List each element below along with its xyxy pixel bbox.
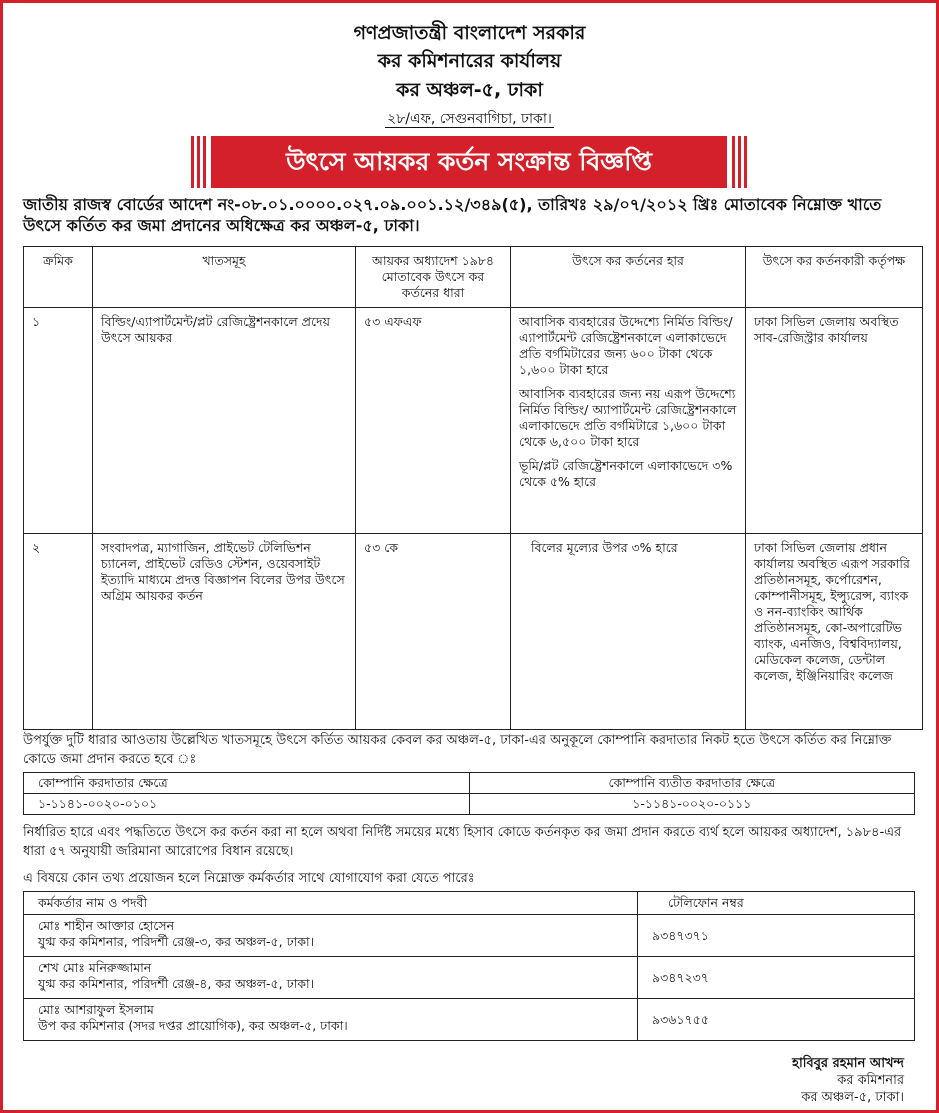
address-text: ২৮/এফ, সেগুনবাগিচা, ঢাকা। [387,111,552,127]
row-authority: ঢাকা সিভিল জেলায় অবস্থিত সাব-রেজিস্ট্রার কার্যালয় [746,308,923,534]
col-section: আয়কর অধ্যাদেশ ১৯৮৪ মোতাবেক উৎসে কর কর্তনের ধারা [356,247,511,308]
intro-text: জাতীয় রাজস্ব বোর্ডের আদেশ নং-০৮.০১.০০০০.০২৭.০৯.০০১.১২/৩৪৯(৫), তারিখঃ ২৯/০৭/২০১২ খ্রিঃ মোতাবেক নিম্নোক্ত খাতে উৎসে কর্তিত কর জমা প্রদানের অধিক্ষেত্র কর অঞ্চল-৫, ঢাকা। [23,195,882,235]
rate-item: বিলের মূল্যের উপর ৩% হারে [531,540,678,555]
row-section: ৫৩ এফএফ [356,308,511,534]
row-serial: ১ [24,308,93,534]
table-header-row [24,247,923,308]
account-codes-table [23,772,915,815]
table-row [24,999,915,1041]
contact-person [24,957,638,999]
note-penalty: নির্ধারিত হারে এবং পদ্ধতিতে উৎসে কর কর্তন করা না হলে অথবা নির্দিষ্ট সময়ের মধ্যে হিসাব কোডে কর্তনকৃত কর জমা প্রদান করতে ব্যর্থ হলে আয়কর অধ্যাদেশ, ১৯৮৪-এর ধারা ৫৭ অনুযায়ী জরিমানা আরোপের বিধান রয়েছে। [23,825,902,859]
contact-name: মোঃ শাহীন আক্তার হোসেন [38,918,175,933]
col-sector: খাতসমূহ [93,247,356,308]
contact-phone: ৯৩৪৭৩৭১ [638,915,915,957]
table-row [24,915,915,957]
banner-bars-right [729,136,749,188]
contact-name: শেখ মোঃ মনিরুজ্জামান [38,960,152,975]
row-serial: ২ [24,534,93,730]
deduction-table [23,246,923,730]
col-serial: ক্রমিক [24,247,93,308]
row-section: ৫৩ কে [356,534,511,730]
row-rate [511,534,746,730]
contact-phone: ৯৩৪৭২৩৭ [638,957,915,999]
table-row [24,957,915,999]
banner-bars-left [189,136,209,188]
col-authority: উৎসে কর কর্তনকারী কর্তৃপক্ষ [746,247,923,308]
header-address [3,107,936,131]
banner [189,136,749,188]
contact-title: উপ কর কমিশনার (সদর দপ্তর প্রায়োগিক), কর অঞ্চল-৫, ঢাকা। [38,1018,348,1033]
banner-title: উৎসে আয়কর কর্তন সংক্রান্ত বিজ্ঞপ্তি [211,136,727,188]
codes-value-row [24,794,915,815]
header-government: গণপ্রজাতন্ত্রী বাংলাদেশ সরকার [353,22,586,44]
code-noncompany: ১-১১৪১-০০২০-০১১১ [469,794,915,815]
rate-item: ভূমি/প্লট রেজিষ্ট্রেশনকালে এলাকাভেদে ৩% থেকে ৫% হারে [519,458,733,489]
code-header-noncompany: কোম্পানি ব্যতীত করদাতার ক্ষেত্রে [469,773,915,794]
header-office: কর কমিশনারের কার্যালয় [377,50,562,72]
header-zone: কর অঞ্চল-৫, ঢাকা [396,79,543,101]
table-row [24,308,923,534]
contact-person [24,915,638,957]
contact-table [23,891,915,1041]
signatory-name: হাবিবুর রহমান আখন্দ [792,1056,904,1071]
contact-name: মোঃ আশরাফুল ইসলাম [38,1002,154,1017]
row-rate [511,308,746,534]
contact-header-row [24,892,915,915]
codes-header-row [24,773,915,794]
contact-header-phone: টেলিফোন নম্বর [638,892,915,915]
signatory-office: কর অঞ্চল-৫, ঢাকা। [801,1090,904,1105]
table-row [24,534,923,730]
row-sector: বিল্ডিং/এ্যাপার্টমেন্ট/প্লট রেজিষ্ট্রেশনকালে প্রদেয় উৎসে আয়কর [93,308,356,534]
row-sector: সংবাদপত্র, ম্যাগাজিন, প্রাইভেট টেলিভিশন চ্যানেল, প্রাইভেট রেডিও স্টেশন, ওয়েবসাইট ইত্যাদি মাধ্যমে প্রদত্ত বিজ্ঞাপন বিলের উপর উৎসে অগ্রিম আয়কর কর্তন [93,534,356,730]
note-deposit: উপর্যুক্ত দুটি ধারার আওতায় উল্লেখিত খাতসমূহে উৎসে কর্তিত আয়কর কেবল কর অঞ্চল-৫, ঢাকা-এর অনুকূলে কোম্পানি করদাতার নিকট হতে উৎসে কর্তিত কর নিম্নোক্ত কোডে জমা প্রদান করতে হবে ঃ [23,733,892,767]
contact-title: যুগ্ম কর কমিশনার, পরিদর্শী রেঞ্জ-৪, কর অঞ্চল-৫, ঢাকা। [38,976,315,991]
code-header-company: কোম্পানি করদাতার ক্ষেত্রে [24,773,470,794]
signature-block [792,1055,904,1106]
contact-header-name: কর্মকর্তার নাম ও পদবী [24,892,638,915]
code-company: ১-১১৪১-০০২০-০১০১ [24,794,470,815]
col-rate: উৎসে কর কর্তনের হার [511,247,746,308]
rate-item: আবাসিক ব্যবহারের জন্য নয় এরূপ উদ্দেশ্যে নির্মিত বিল্ডিং/ অ্যাপার্টমেন্ট রেজিষ্ট্রেশনকালে এলাকাভেদে প্রতি বর্গমিটারে ১,৬০০ টাকা থেকে ৬,৫০০ টাকা হারে [519,386,737,449]
row-authority: ঢাকা সিভিল জেলায় প্রধান কার্যালয় অবস্থিত এরূপ সরকারি প্রতিষ্ঠানসমূহ, কর্পোরেশন, কোম্পানীসমূহ, ইন্স্যুরেন্স, ব্যাংক ও নন-ব্যাংকিং আর্থিক প্রতিষ্ঠানসমূহ, কো-অপারেটিভ ব্যাংক, এনজিও, বিশ্ববিদ্যালয়, মেডিকেল কলেজ, ডেন্টাল কলেজ, ইঞ্জিনিয়ারিং কলেজ [746,534,923,730]
signatory-title: কর কমিশনার [837,1073,904,1088]
contact-title: যুগ্ম কর কমিশনার, পরিদর্শী রেঞ্জ-৩, কর অঞ্চল-৫, ঢাকা। [38,934,315,949]
rate-item: আবাসিক ব্যবহারের উদ্দেশ্যে নির্মিত বিল্ডিং/এ্যাপার্টমেন্ট রেজিষ্ট্রেশনকালে এলাকাভেদে প্রতি বর্গমিটারের জন্য ৬০০ টাকা থেকে ১,৬০০ টাকা হারে [519,314,733,377]
contact-person [24,999,638,1041]
note-contact: এ বিষয়ে কোন তথ্য প্রয়োজন হলে নিম্নোক্ত কর্মকর্তার সাথে যোগাযোগ করা যেতে পারেঃ [23,871,475,886]
contact-phone: ৯৩৬১৭৫৫ [638,999,915,1041]
